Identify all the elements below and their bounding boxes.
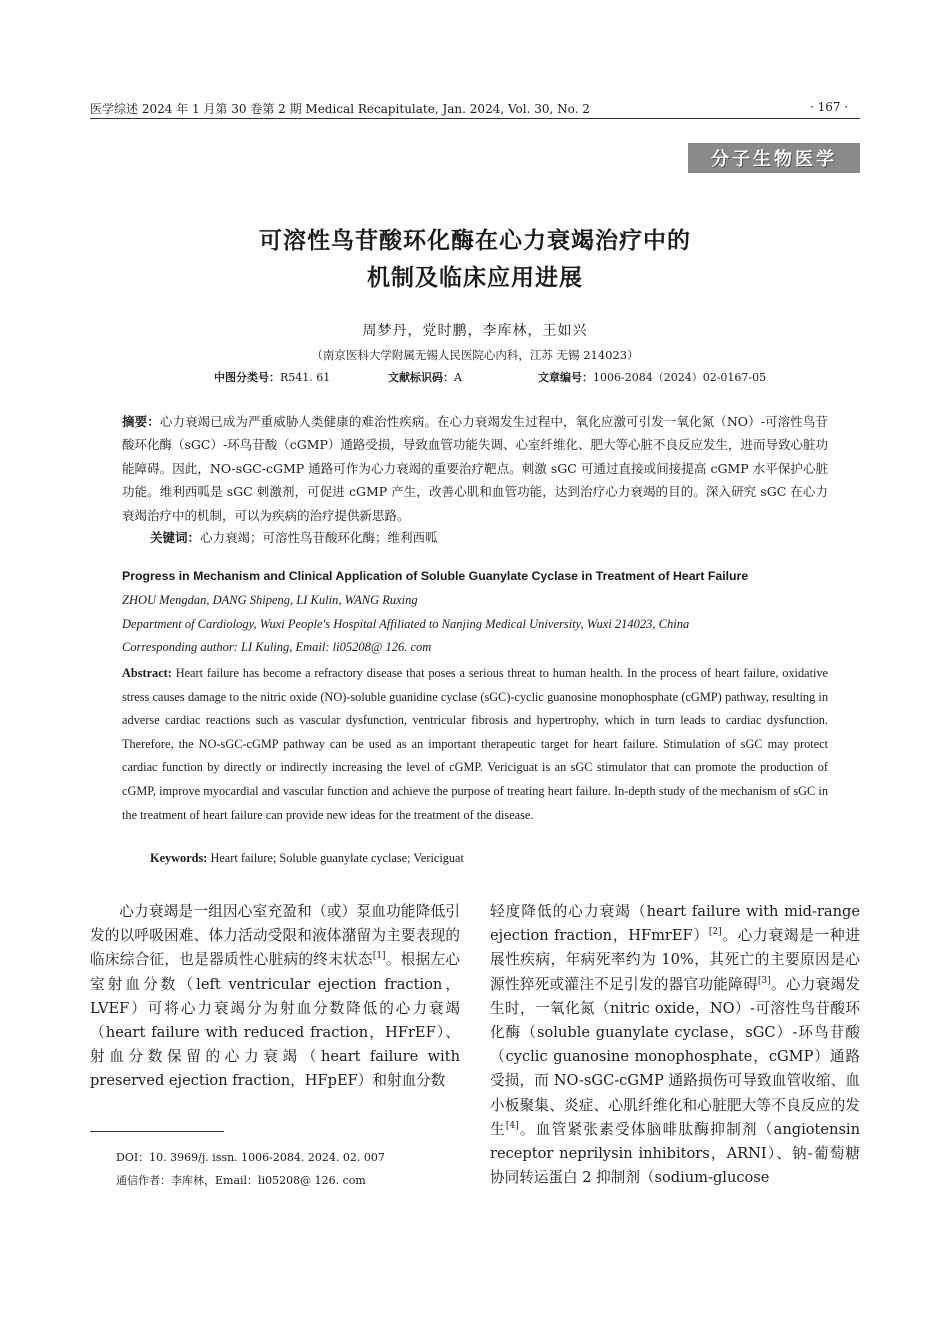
running-header-left: 医学综述 2024 年 1 月第 30 卷第 2 期 Medical Recapitulate, Jan. 2024, Vol. 30, No. 2 [90, 102, 590, 116]
abstract-zh [122, 410, 828, 527]
authors: 周梦丹，党时鹏，李库林，王如兴 [362, 323, 588, 339]
keywords-zh-label: 关键词： [150, 530, 201, 545]
clc-label: 中图分类号： [214, 371, 280, 384]
body-paragraph [490, 900, 860, 1190]
body-text: 。心力衰竭发生时，一氧化氮（nitric oxide，NO）-可溶性鸟苷酸环化酶（soluble guanylate cyclase，sGC）-环鸟苷酸（cyclic guanosine monophosphate，cGMP）通路受损，而 NO-sGC-cGMP 通路损伤可导致血管收缩、血小板聚集、炎症、心肌纤维化和心脏肥大等不良反应的发生 [490, 975, 860, 1138]
abstract-en [122, 662, 828, 827]
english-department: Department of Cardiology, Wuxi People's Hospital Affiliated to Nanjing Medical University, Wuxi 214023, China [122, 617, 690, 631]
body-column-left [90, 900, 460, 1094]
abstract-zh-text: 心力衰竭已成为严重威胁人类健康的难治性疾病。在心力衰竭发生过程中，氧化应激可引发一氧化氮（NO）-可溶性鸟苷酸环化酶（sGC）-环鸟苷酸（cGMP）通路受损，导致血管功能失调、心室纤维化、肥大等心脏不良反应发生，进而导致心脏功能障碍。因此，NO-sGC-cGMP 通路可作为心力衰竭的重要治疗靶点。刺激 sGC 可通过直接或间接提高 cGMP 水平保护心脏功能。维利西呱是 sGC 刺激剂，可促进 cGMP 产生，改善心肌和血管功能，达到治疗心力衰竭的目的。深入研究 sGC 在心力衰竭治疗中的机制，可以为疾病的治疗提供新思路。 [122, 414, 828, 523]
keywords-zh [150, 528, 438, 548]
english-corresponding-author: Corresponding author: LI Kuling, Email: li05208@ 126. com [122, 640, 432, 654]
body-text: 心力衰竭是一组因心室充盈和（或）泵血功能降低引发的以呼吸困难、体力活动受限和液体潴留为主要表现的临床综合征，也是器质性心脏病的终末状态 [90, 903, 460, 969]
body-text: 轻度降低的心力衰竭（heart failure with mid-range ejection fraction，HFmrEF） [490, 903, 860, 945]
english-title: Progress in Mechanism and Clinical Application of Soluble Guanylate Cyclase in Treatment of Heart Failure [122, 569, 749, 583]
citation-ref: [3] [757, 975, 771, 986]
page-number: · 167 · [810, 100, 849, 114]
section-badge-label: 分子生物医学 [711, 149, 837, 170]
document-code [388, 369, 462, 385]
keywords-en [150, 851, 464, 866]
body-text: 。心力衰竭是一种进展性疾病，年病死率约为 10%，其死亡的主要原因是心源性猝死或灌注不足引发的器官功能障碍 [490, 927, 860, 993]
citation-ref: [1] [372, 951, 386, 962]
footnote-corresponding-author: 通信作者：李库林，Email：li05208@ 126. com [116, 1174, 366, 1187]
body-column-right [490, 900, 860, 1190]
document-code-value: A [454, 371, 462, 384]
keywords-zh-text: 心力衰竭；可溶性鸟苷酸环化酶；维利西呱 [200, 530, 438, 545]
citation-ref: [4] [505, 1120, 519, 1131]
keywords-en-text: Heart failure; Soluble guanylate cyclase; Vericiguat [210, 851, 464, 865]
citation-ref: [2] [708, 927, 722, 938]
article-number [538, 369, 766, 385]
clc-value: R541. 61 [280, 371, 331, 384]
document-code-label: 文献标识码： [388, 371, 454, 384]
footnote-divider [90, 1131, 224, 1132]
body-paragraph [90, 900, 460, 1094]
body-text: 。血管紧张素受体脑啡肽酶抑制剂（angiotensin receptor neprilysin inhibitors，ARNI）、钠-葡萄糖协同转运蛋白 2 抑制剂（sodium-glucose [490, 1120, 860, 1187]
affiliation: （南京医科大学附属无锡人民医院心内科，江苏 无锡 214023） [311, 348, 639, 362]
english-authors: ZHOU Mengdan, DANG Shipeng, LI Kulin, WANG Ruxing [122, 593, 418, 607]
abstract-en-label: Abstract: [122, 666, 172, 680]
body-text: 。根据左心室射血分数（left ventricular ejection fraction，LVEF）可将心力衰竭分为射血分数降低的心力衰竭（heart failure with reduced fraction，HFrEF）、射血分数保留的心力衰竭（heart failure with preserved ejection fraction，HFpEF）和射血分数 [90, 951, 460, 1090]
section-badge [688, 143, 860, 173]
footnote-doi: DOI：10. 3969/j. issn. 1006-2084. 2024. 02. 007 [116, 1151, 385, 1164]
clc-number [214, 369, 330, 385]
abstract-zh-label: 摘要： [122, 414, 160, 429]
article-number-label: 文章编号： [538, 371, 593, 384]
abstract-en-text: Heart failure has become a refractory disease that poses a serious threat to human health. In the process of heart failure, oxidative stress causes damage to the nitric oxide (NO)-soluble guanidine cyclase (sGC)-cyclic guanosine monophosphate (cGMP) pathway, resulting in adverse cardiac reactions such as vascular dysfunction, ventricular fibrosis and hypertrophy, which in turn leads to cardiac dysfunction. Therefore, the NO-sGC-cGMP pathway can be used as an important therapeutic target for heart failure. Stimulation of sGC may protect cardiac function by directly or indirectly increasing the level of cGMP. Vericiguat is an sGC stimulator that can promote the production of cGMP, improve myocardial and vascular function and achieve the purpose of treating heart failure. In-depth study of the mechanism of sGC in the treatment of heart failure can provide new ideas for the treatment of the disease. [122, 666, 829, 822]
header-divider [90, 118, 860, 119]
article-number-value: 1006-2084（2024）02-0167-05 [593, 371, 767, 384]
article-title-line-1: 可溶性鸟苷酸环化酶在心力衰竭治疗中的 [259, 228, 691, 254]
article-title-line-2: 机制及临床应用进展 [367, 265, 583, 291]
keywords-en-label: Keywords: [150, 851, 208, 865]
